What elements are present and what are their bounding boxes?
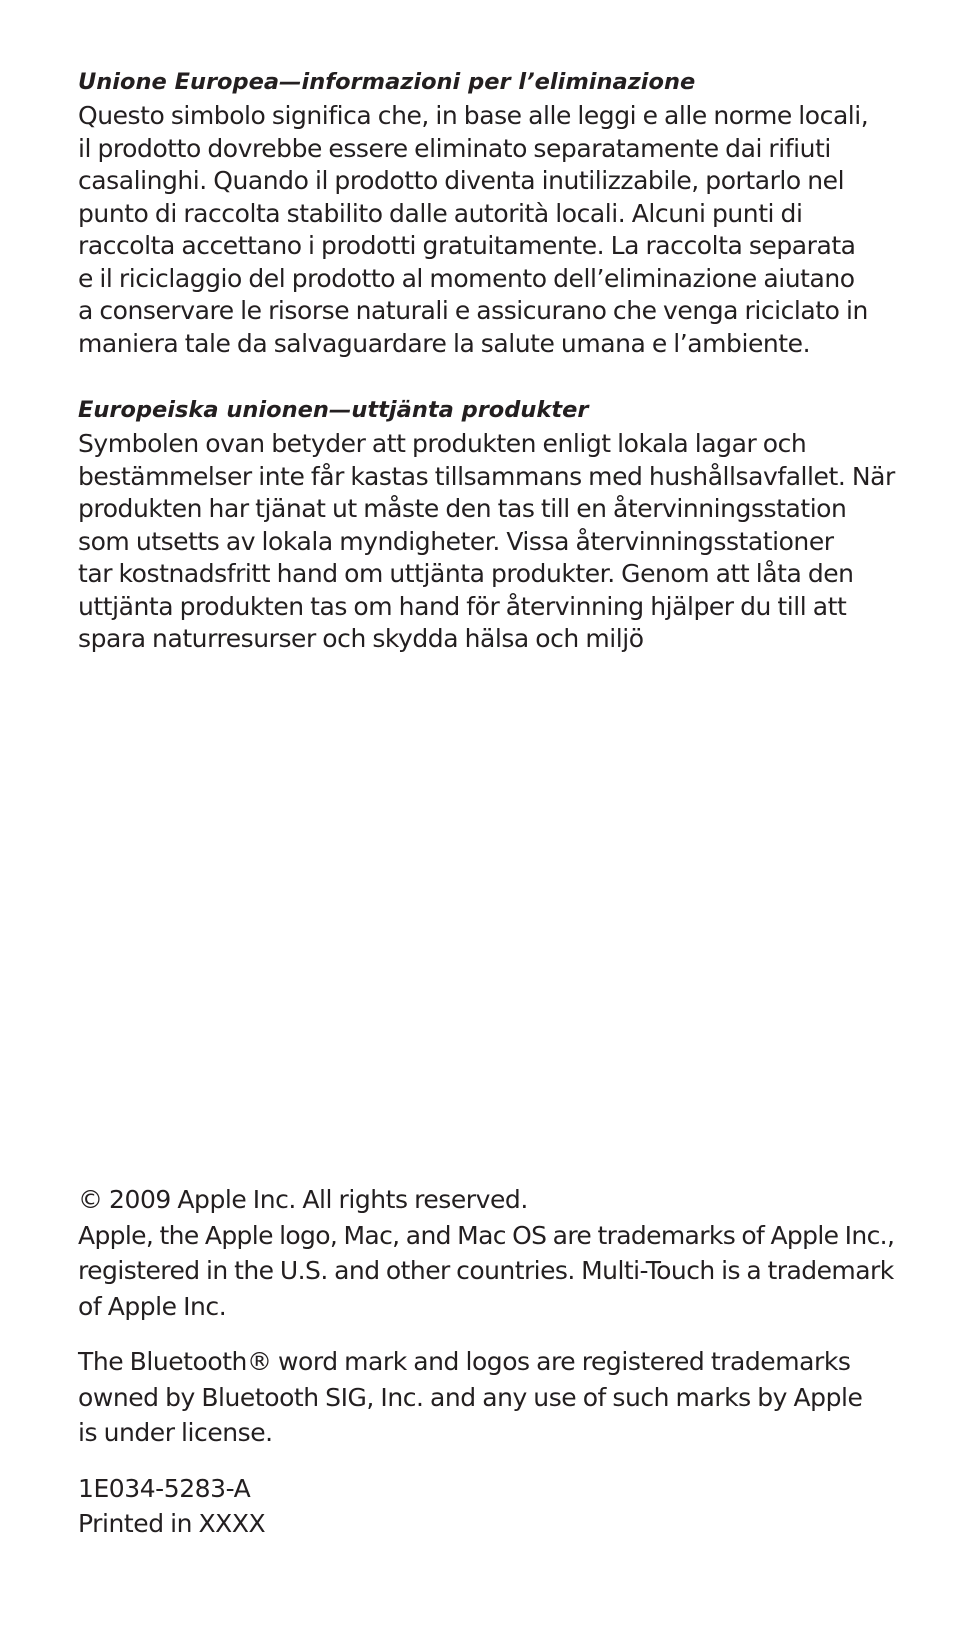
bluetooth-line: The Bluetooth® word mark and logos are registered trademarks — [78, 1347, 851, 1376]
paragraph-gap — [78, 1324, 898, 1344]
section-italian — [78, 66, 898, 360]
trademark-line: Apple, the Apple logo, Mac, and Mac OS are trademarks of Apple Inc., — [78, 1220, 895, 1250]
part-number: 1E034-5283-A — [78, 1473, 251, 1503]
print-info-block — [78, 1471, 898, 1542]
paragraph-gap — [78, 1451, 898, 1471]
section-body-italian — [78, 100, 898, 360]
body-line: casalinghi. Quando il prodotto diventa inutilizzabile, portarlo nel — [78, 166, 845, 195]
body-line: produkten har tjänat ut måste den tas till en återvinningsstation — [78, 494, 847, 523]
body-line: punto di raccolta stabilito dalle autorità locali. Alcuni punti di — [78, 198, 803, 228]
body-line: maniera tale da salvaguardare la salute umana e l’ambiente. — [78, 328, 811, 358]
section-title-italian: Unione Europea—informazioni per l’eliminazione — [78, 69, 696, 95]
trademark-line: registered in the U.S. and other countries. Multi-Touch is a trademark — [78, 1256, 894, 1285]
bluetooth-line: owned by Bluetooth SIG, Inc. and any use of such marks by Apple — [78, 1382, 863, 1412]
body-line: spara naturresurser och skydda hälsa och miljö — [78, 624, 644, 653]
copyright-line: © 2009 Apple Inc. All rights reserved. — [78, 1185, 528, 1214]
footer-legal — [78, 1182, 898, 1542]
body-line: Symbolen ovan betyder att produkten enligt lokala lagar och — [78, 429, 807, 458]
section-swedish — [78, 394, 898, 656]
body-line: tar kostnadsfritt hand om uttjänta produkter. Genom att låta den — [78, 559, 854, 588]
bluetooth-block — [78, 1344, 898, 1451]
trademark-line: of Apple Inc. — [78, 1291, 227, 1321]
printed-in: Printed in XXXX — [78, 1509, 266, 1538]
body-line: raccolta accettano i prodotti gratuitamente. La raccolta separata — [78, 231, 856, 260]
body-line: som utsetts av lokala myndigheter. Vissa återvinningsstationer — [78, 526, 834, 556]
section-body-swedish — [78, 428, 898, 656]
bluetooth-line: is under license. — [78, 1418, 273, 1447]
body-line: Questo simbolo significa che, in base alle leggi e alle norme locali, — [78, 101, 869, 130]
copyright-block — [78, 1182, 898, 1324]
body-line: bestämmelser inte får kastas tillsammans med hushållsavfallet. När — [78, 461, 895, 491]
body-line: a conservare le risorse naturali e assicurano che venga riciclato in — [78, 296, 868, 325]
body-line: e il riciclaggio del prodotto al momento dell’eliminazione aiutano — [78, 263, 855, 293]
body-line: uttjänta produkten tas om hand för återvinning hjälper du till att — [78, 591, 847, 621]
section-title-swedish: Europeiska unionen—uttjänta produkter — [78, 397, 589, 423]
body-line: il prodotto dovrebbe essere eliminato separatamente dai rifiuti — [78, 133, 831, 163]
